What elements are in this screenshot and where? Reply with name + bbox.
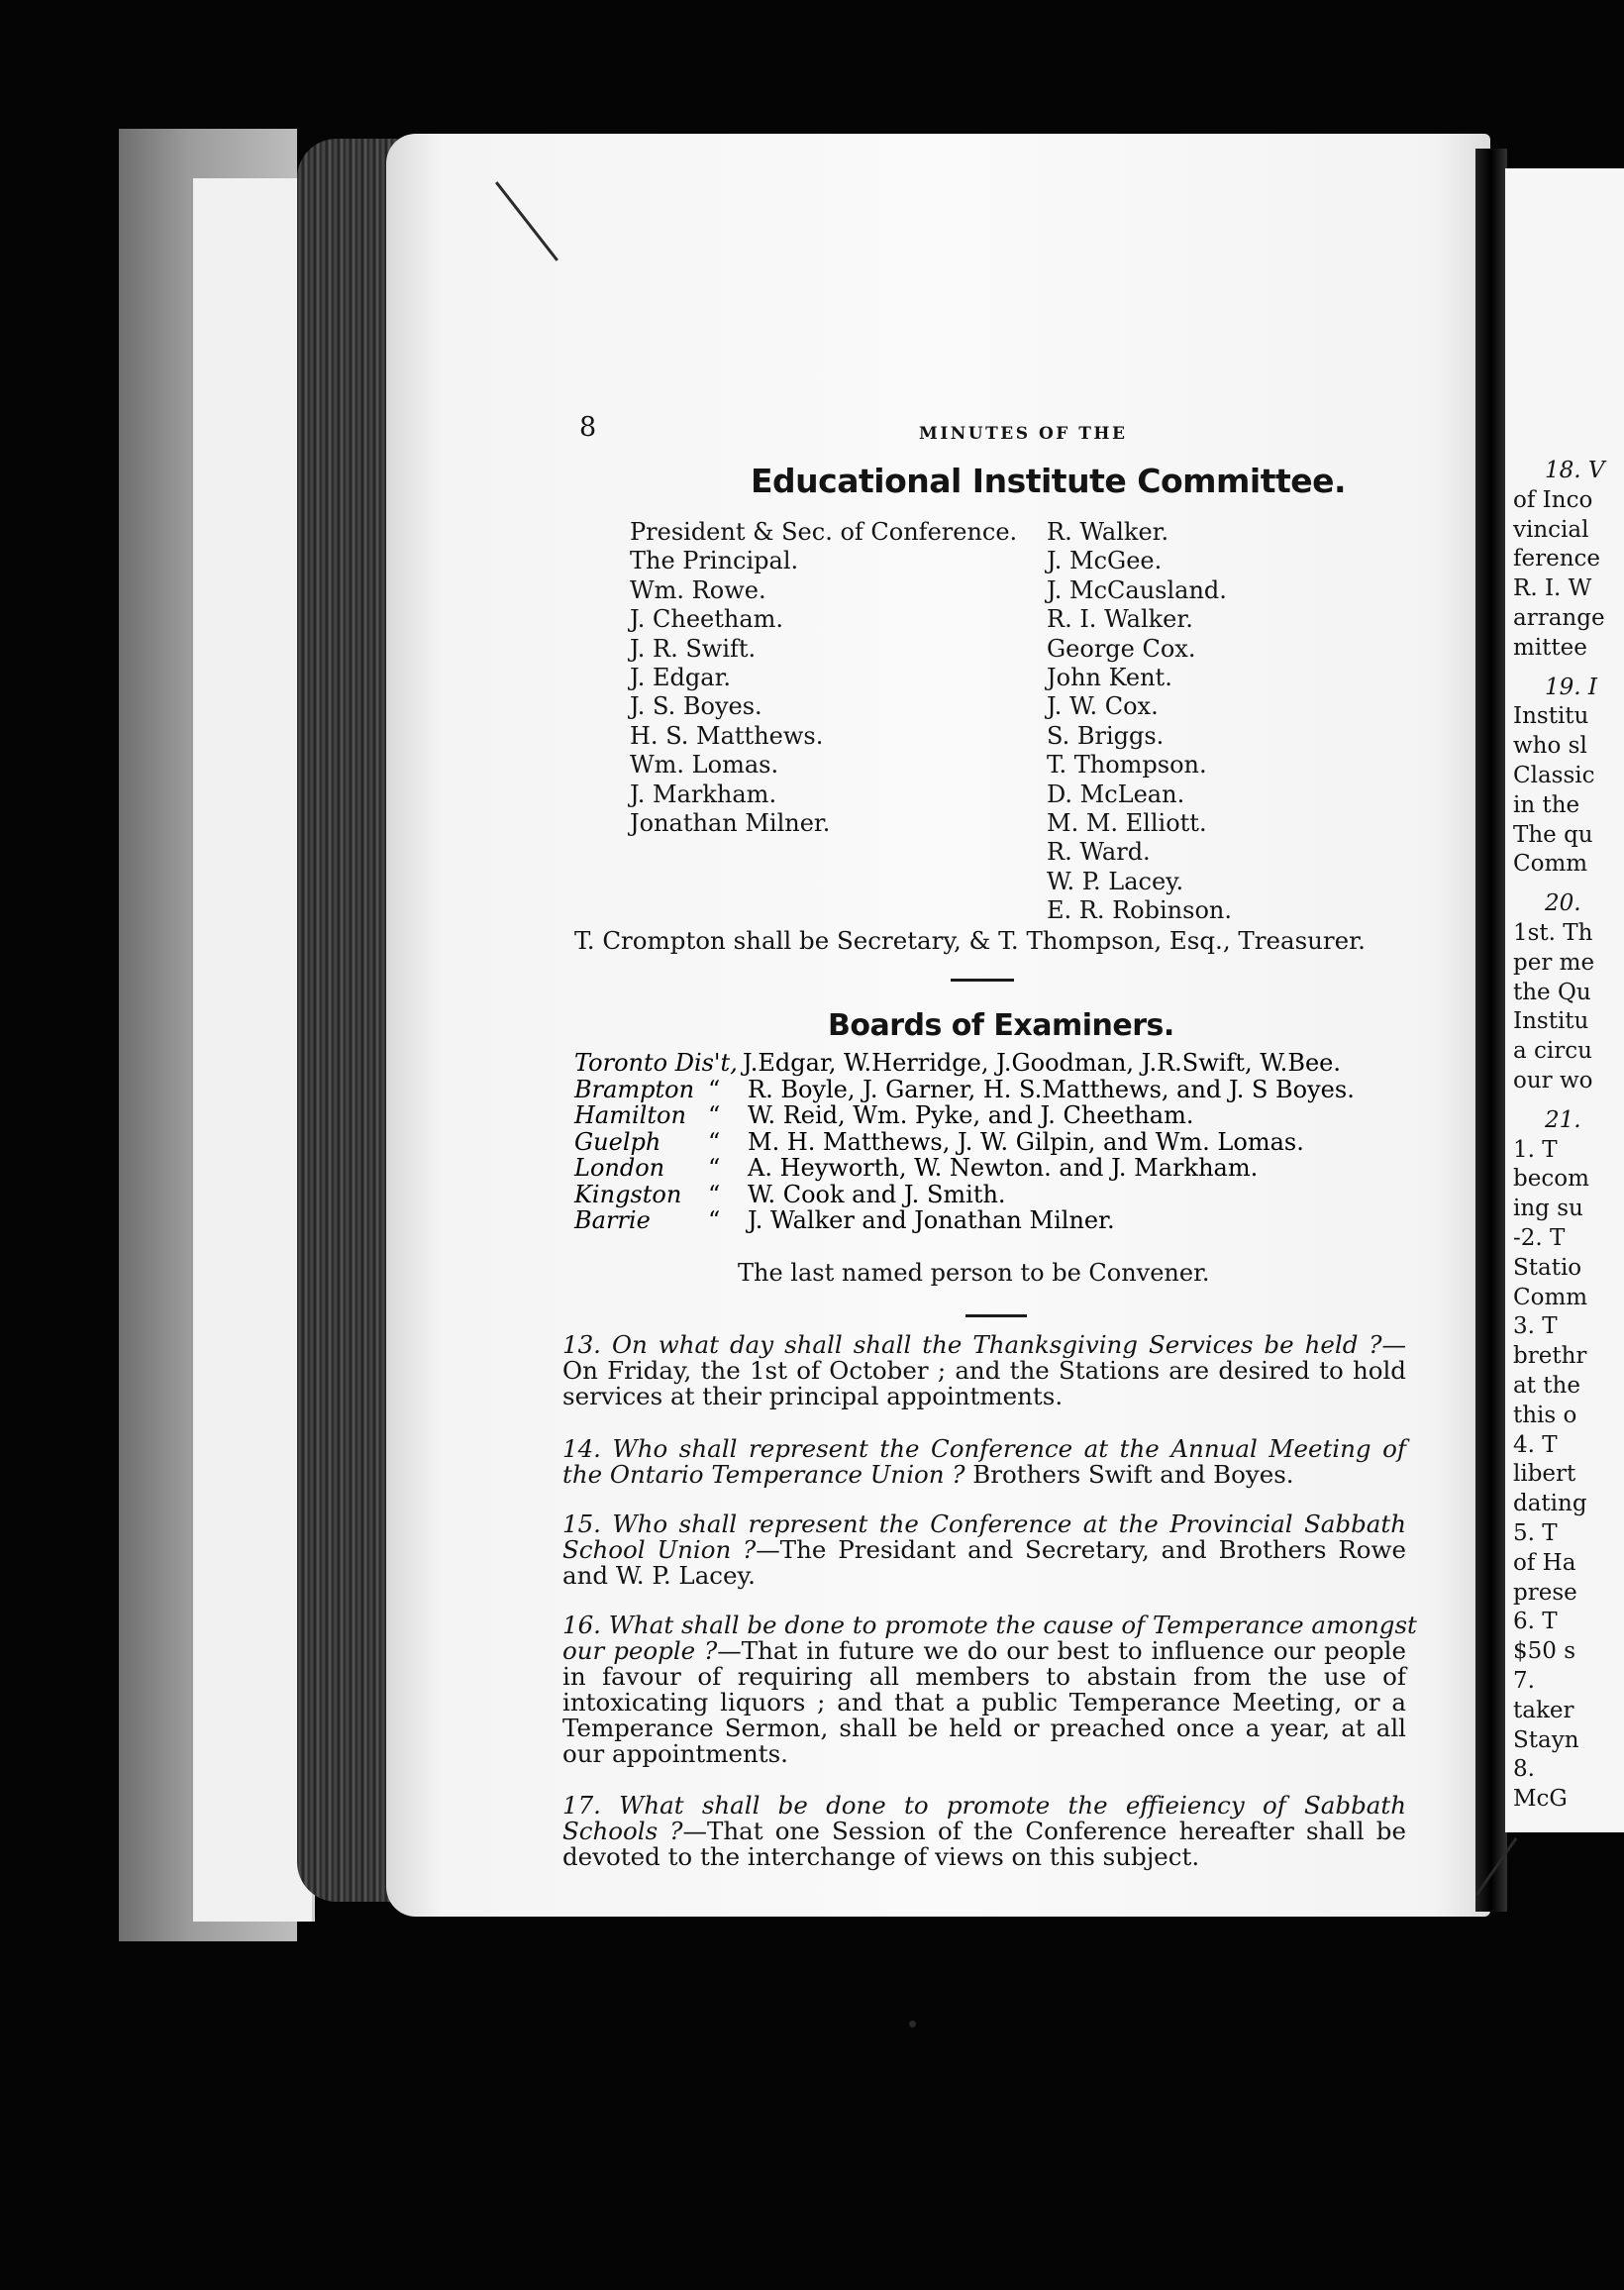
- facing-page-line: Comm: [1513, 1284, 1588, 1310]
- district-name: Hamilton: [574, 1101, 686, 1129]
- facing-page-line: Institu: [1513, 703, 1589, 730]
- scan-dust-mark: [909, 2021, 916, 2028]
- committee-member: J. McGee.: [1047, 547, 1163, 575]
- text-line: [562, 1716, 1406, 1741]
- facing-page-line: Stayn: [1513, 1726, 1579, 1753]
- facing-page-line: at the: [1513, 1373, 1580, 1399]
- facing-page-line: 21.: [1545, 1106, 1581, 1133]
- committee-left-column: [630, 518, 1017, 838]
- answer-text: intoxicating liquors ; and that a public Temperance Meeting, or a: [562, 1688, 1406, 1717]
- ditto-mark: “: [708, 1075, 721, 1103]
- answer-text: Temperance Sermon, shall be held or preached once a year, at all: [562, 1714, 1406, 1742]
- facing-page-line: The qu: [1513, 821, 1593, 848]
- district-name: Kingston: [574, 1180, 682, 1208]
- question-16: [562, 1611, 1417, 1768]
- question-text: our people ?: [562, 1636, 718, 1665]
- committee-member: J. Cheetham.: [630, 605, 784, 634]
- text-line: [562, 1741, 1406, 1767]
- answer-text: —That in future we do our best to influence our people: [717, 1636, 1406, 1665]
- facing-page-line: arrange: [1513, 605, 1605, 631]
- text-line: [562, 1511, 1406, 1537]
- text-line: [562, 1793, 1406, 1819]
- committee-member: H. S. Matthews.: [630, 721, 824, 750]
- district-name: Barrie: [574, 1206, 651, 1234]
- committee-member: S. Briggs.: [1047, 721, 1165, 750]
- committee-member: J. S. Boyes.: [630, 692, 762, 721]
- facing-page-fragment: [1505, 168, 1624, 1832]
- facing-page-line: ing su: [1513, 1196, 1583, 1222]
- book-gutter: [1475, 149, 1507, 1912]
- answer-text: devoted to the interchange of views on this subject.: [562, 1842, 1200, 1871]
- committee-member: R. Walker.: [1047, 518, 1169, 546]
- committee-member: The Principal.: [630, 547, 799, 575]
- boards-heading: Boards of Examiners.: [828, 1008, 1174, 1043]
- facing-page-line: our wo: [1513, 1068, 1593, 1093]
- ditto-mark: “: [708, 1154, 721, 1182]
- facing-page-line: 5. T: [1513, 1520, 1558, 1546]
- committee-member: Jonathan Milner.: [630, 809, 831, 838]
- facing-page-line: 18. V: [1545, 458, 1605, 483]
- answer-text: our appointments.: [562, 1739, 788, 1768]
- answer-text: in favour of requiring all members to abstain from the use of: [562, 1662, 1406, 1691]
- facing-page-line: who sl: [1513, 733, 1587, 760]
- facing-page-line: Institu: [1513, 1008, 1589, 1035]
- running-head: MINUTES OF THE: [919, 424, 1128, 444]
- facing-page-line: 4. T: [1513, 1431, 1558, 1458]
- committee-member: R. I. Walker.: [1047, 605, 1193, 634]
- question-14: [562, 1436, 1406, 1488]
- facing-page-line: of Ha: [1513, 1549, 1576, 1576]
- question-text: the Ontario Temperance Union ?: [562, 1460, 965, 1489]
- committee-member: J. Markham.: [630, 780, 777, 808]
- committee-member: J. Edgar.: [630, 664, 732, 692]
- examiner-names: R. Boyle, J. Garner, H. S.Matthews, and J. S Boyes.: [748, 1075, 1355, 1103]
- facing-page-line: 8.: [1513, 1756, 1535, 1783]
- facing-page-line: the Qu: [1513, 979, 1591, 1005]
- facing-page-line: a circu: [1513, 1038, 1592, 1065]
- text-line: [562, 1563, 1406, 1589]
- question-text: Schools ?: [562, 1817, 683, 1845]
- facing-page-line: $50 s: [1513, 1638, 1576, 1665]
- district-name: Brampton: [574, 1075, 695, 1103]
- examiner-names: J. Walker and Jonathan Milner.: [748, 1206, 1115, 1234]
- convener-note: The last named person to be Convener.: [738, 1259, 1210, 1287]
- committee-member: President & Sec. of Conference.: [630, 518, 1018, 546]
- text-line: [562, 1611, 1417, 1639]
- question-text: 13. On what day shall shall the Thanksgiving Services be held ?—: [562, 1330, 1406, 1359]
- answer-text: Brothers Swift and Boyes.: [964, 1460, 1294, 1489]
- question-text: 16. What shall be done to promote the cause of Temperance amongst: [562, 1611, 1417, 1639]
- ditto-mark: “: [708, 1127, 721, 1156]
- facing-page-line: becom: [1513, 1166, 1589, 1193]
- facing-page-line: Classic: [1513, 763, 1595, 788]
- text-line: [562, 1436, 1406, 1462]
- answer-text: services at their principal appointments.: [562, 1382, 1064, 1410]
- question-text: 14. Who shall represent the Conference at the Annual Meeting of: [562, 1434, 1406, 1463]
- committee-member: J. McCausland.: [1047, 575, 1227, 604]
- facing-page-line: dating: [1513, 1491, 1587, 1517]
- question-15: [562, 1511, 1406, 1589]
- facing-page-line: 1. T: [1513, 1136, 1558, 1163]
- text-line: [562, 1819, 1406, 1844]
- examiner-names: M. H. Matthews, J. W. Gilpin, and Wm. Lomas.: [748, 1127, 1304, 1156]
- facing-page-line: mittee: [1513, 634, 1587, 661]
- committee-member: George Cox.: [1047, 634, 1196, 663]
- question-text: 17. What shall be done to promote the effieiency of Sabbath: [562, 1791, 1406, 1820]
- facing-page-line: 3. T: [1513, 1313, 1558, 1340]
- text-line: [562, 1664, 1406, 1690]
- facing-page-line: Comm: [1513, 851, 1588, 878]
- facing-page-line: brethr: [1513, 1343, 1587, 1370]
- committee-right-column: [1047, 518, 1232, 926]
- committee-member: W. P. Lacey.: [1047, 867, 1184, 895]
- page-number: 8: [579, 412, 597, 443]
- question-17: [562, 1793, 1406, 1870]
- section-divider: [951, 979, 1014, 982]
- facing-page-line: libert: [1513, 1461, 1576, 1488]
- ditto-mark: “: [708, 1101, 721, 1129]
- facing-page-line: -2. T: [1513, 1225, 1566, 1251]
- facing-page-line: ference: [1513, 546, 1601, 572]
- text-line: [562, 1332, 1406, 1358]
- district-name: London: [574, 1154, 665, 1182]
- text-line: [562, 1462, 1406, 1488]
- facing-page-line: 1st. Th: [1513, 920, 1593, 946]
- officers-line: T. Crompton shall be Secretary, & T. Thompson, Esq., Treasurer.: [574, 926, 1366, 955]
- examiner-names: J.Edgar, W.Herridge, J.Goodman, J.R.Swift, W.Bee.: [743, 1049, 1341, 1077]
- ditto-mark: “: [708, 1180, 721, 1208]
- facing-page-line: 19. I: [1545, 674, 1597, 700]
- answer-text: —The Presidant and Secretary, and Brothers Rowe: [756, 1535, 1406, 1564]
- committee-member: T. Thompson.: [1047, 751, 1207, 780]
- facing-page-line: vincial: [1513, 516, 1589, 543]
- ditto-mark: “: [708, 1206, 721, 1234]
- committee-heading: Educational Institute Committee.: [751, 462, 1347, 500]
- committee-member: Wm. Rowe.: [630, 575, 766, 604]
- facing-page-line: of Inco: [1513, 486, 1593, 513]
- examiner-names: A. Heyworth, W. Newton. and J. Markham.: [748, 1154, 1259, 1182]
- district-name: Guelph: [574, 1127, 661, 1156]
- facing-page-line: taker: [1513, 1697, 1574, 1723]
- facing-page-line: 20.: [1545, 890, 1581, 917]
- facing-page-line: Statio: [1513, 1254, 1582, 1281]
- text-line: [562, 1844, 1406, 1870]
- text-line: [562, 1537, 1406, 1563]
- examiner-names: W. Reid, Wm. Pyke, and J. Cheetham.: [748, 1101, 1194, 1129]
- text-line: [562, 1358, 1406, 1384]
- facing-page-line: R. I. W: [1513, 575, 1592, 602]
- text-line: [562, 1690, 1406, 1716]
- answer-text: On Friday, the 1st of October ; and the Stations are desired to hold: [562, 1356, 1406, 1385]
- question-text: School Union ?: [562, 1535, 757, 1564]
- facing-page-line: this o: [1513, 1402, 1577, 1428]
- committee-member: J. W. Cox.: [1047, 692, 1159, 721]
- committee-member: R. Ward.: [1047, 838, 1151, 867]
- facing-page-line: in the: [1513, 791, 1580, 818]
- district-name: Toronto Dis't,: [574, 1049, 738, 1077]
- facing-page-line: prese: [1513, 1579, 1577, 1606]
- committee-member: M. M. Elliott.: [1047, 809, 1207, 838]
- facing-page-line: 6. T: [1513, 1609, 1558, 1635]
- facing-page-line: per me: [1513, 949, 1595, 976]
- facing-page-line: McG: [1513, 1786, 1568, 1813]
- committee-member: John Kent.: [1047, 664, 1172, 692]
- committee-member: J. R. Swift.: [630, 634, 757, 663]
- answer-text: and W. P. Lacey.: [562, 1561, 756, 1590]
- question-text: 15. Who shall represent the Conference at the Provincial Sabbath: [562, 1509, 1406, 1538]
- text-line: [562, 1638, 1406, 1664]
- committee-member: Wm. Lomas.: [630, 751, 779, 780]
- question-13: [562, 1332, 1406, 1409]
- answer-text: —That one Session of the Conference hereafter shall be: [682, 1817, 1406, 1845]
- section-divider: [965, 1314, 1027, 1317]
- facing-page-line: 7.: [1513, 1668, 1535, 1694]
- committee-member: D. McLean.: [1047, 780, 1185, 808]
- committee-member: E. R. Robinson.: [1047, 896, 1232, 925]
- examiner-names: W. Cook and J. Smith.: [748, 1180, 1006, 1208]
- text-line: [562, 1384, 1406, 1409]
